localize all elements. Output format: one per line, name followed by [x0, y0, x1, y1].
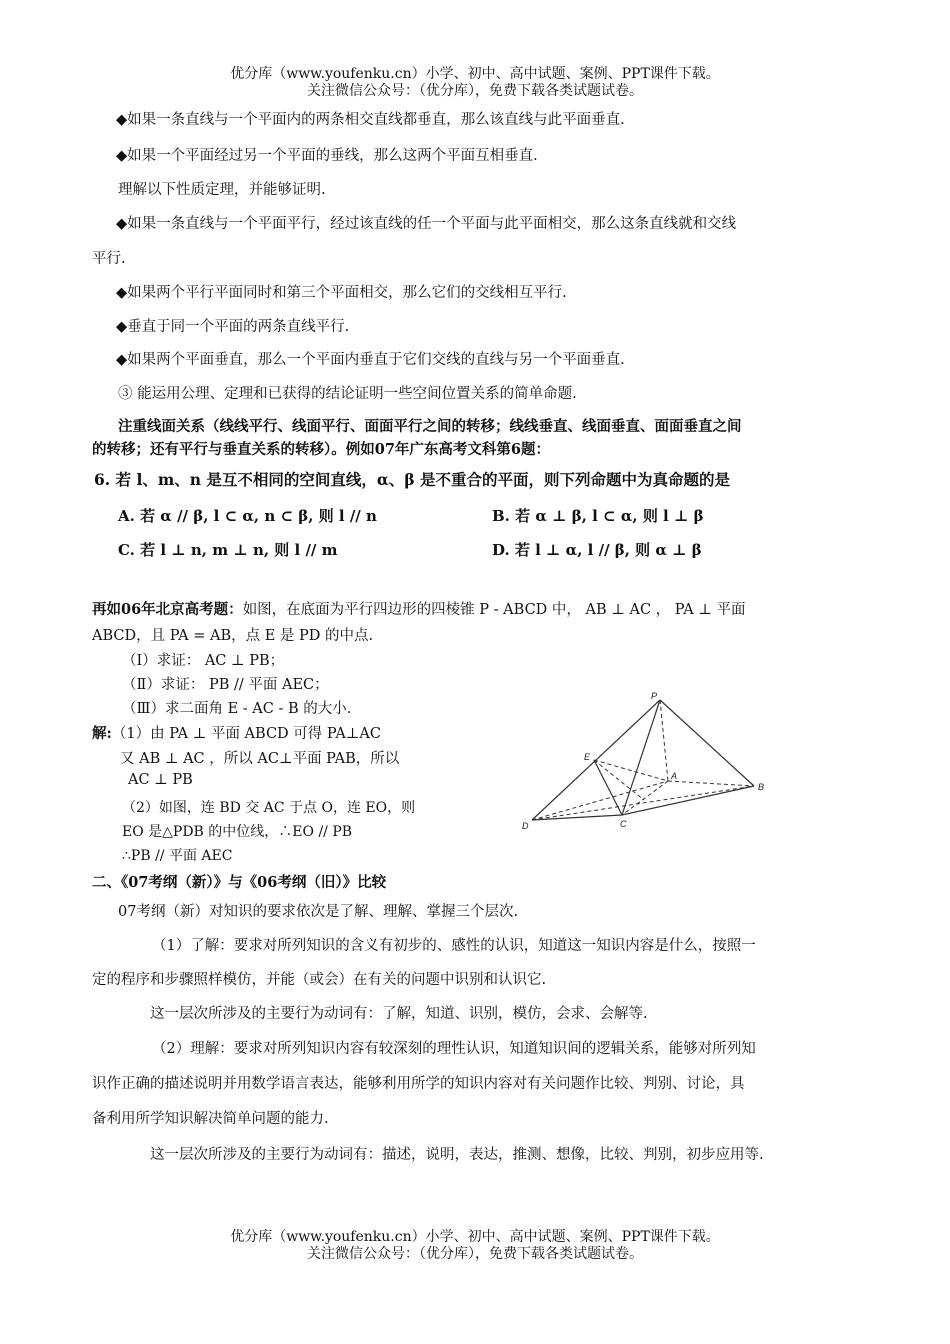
emphasis-line-1: 注重线面关系（线线平行、线面平行、面面平行之间的转移；线线垂直、线面垂直、面面垂直之间 [118, 418, 742, 435]
beijing-question-3: （Ⅲ）求二面角 E - AC - B 的大小. [122, 701, 352, 717]
section-2-p2a: （1）了解：要求对所列知识的含义有初步的、感性的认识，知道这一知识内容是什么，按照一 [152, 938, 756, 954]
property-line-3: ◆垂直于同一个平面的两条直线平行. [116, 319, 350, 335]
edge-pa [660, 700, 668, 781]
label-a: A [671, 771, 678, 781]
edge-eo [594, 760, 644, 800]
edge-ab [668, 781, 754, 786]
theorem-line-2: ◆如果一个平面经过另一个平面的垂线，那么这两个平面互相垂直. [116, 148, 538, 164]
footer-line-2: 关注微信公众号：（优分库），免费下载各类试题试卷。 [307, 1246, 643, 1262]
section-2-p4c: 备利用所学知识解决简单问题的能力. [92, 1111, 329, 1127]
beijing-question-2: （Ⅱ）求证： PB // 平面 AEC； [122, 677, 329, 693]
option-b: B. 若 α ⊥ β, l ⊂ α, 则 l ⊥ β [492, 507, 704, 525]
section-2-heading: 二、《07考纲（新）》与《06考纲（旧）》比较 [92, 874, 387, 891]
pyramid-figure [518, 690, 798, 840]
section-2-p3: 这一层次所涉及的主要行为动词有：了解，知道、识别，模仿，会求、会解等. [150, 1006, 648, 1022]
solution-step-2: 又 AB ⊥ AC ，所以 AC⊥平面 PAB，所以 [120, 751, 400, 767]
solution-step-1: （1）由 PA ⊥ 平面 ABCD 可得 PA⊥AC [111, 726, 381, 742]
footer-line-1: 优分库（www.youfenku.cn）小学、初中、高中试题、案例、PPT课件下载。 [230, 1229, 720, 1245]
property-intro: 理解以下性质定理，并能够证明. [118, 182, 326, 198]
property-line-4: ◆如果两个平面垂直，那么一个平面内垂直于它们交线的直线与另一个平面垂直. [116, 352, 625, 368]
section-2-p2b: 定的程序和步骤照样模仿，并能（或会）在有关的问题中识别和认识它. [92, 972, 547, 988]
edge-ea [594, 760, 668, 781]
header-line-2: 关注微信公众号：（优分库），免费下载各类试题试卷。 [307, 83, 643, 99]
emphasis-line-2: 的转移；还有平行与垂直关系的转移）。例如07年广东高考文科第6题： [92, 441, 551, 458]
section-2-p4b: 识作正确的描述说明并用数学语言表达，能够利用所学的知识内容对有关问题作比较、判别、讨论，具 [92, 1076, 745, 1092]
theorem-line-1: ◆如果一条直线与一个平面内的两条相交直线都垂直，那么该直线与此平面垂直. [116, 112, 625, 128]
label-b: B [758, 782, 765, 792]
beijing-text-2: ABCD，且 PA = AB，点 E 是 PD 的中点. [92, 628, 374, 644]
page-footer [0, 1229, 950, 1263]
edge-db [532, 786, 754, 820]
beijing-text-1: 如图，在底面为平行四边形的四棱锥 P - ABCD 中， AB ⊥ AC ， PA ⊥ 平面 [242, 602, 746, 618]
label-p: P [651, 691, 658, 701]
beijing-lead: 再如06年北京高考题： [92, 601, 243, 618]
solution-step-5: EO 是△PDB 的中位线，∴EO // PB [122, 824, 353, 840]
solution-label: 解: [92, 725, 112, 742]
property-line-1-cont: 平行. [92, 251, 126, 267]
option-c: C. 若 l ⊥ n, m ⊥ n, 则 l // m [118, 541, 338, 559]
header-line-1: 优分库（www.youfenku.cn）小学、初中、高中试题、案例、PPT课件下载。 [230, 66, 720, 82]
property-line-1: ◆如果一条直线与一个平面平行，经过该直线的任一个平面与此平面相交，那么这条直线就和交线 [116, 216, 737, 232]
section-2-p4a: （2）理解：要求对所列知识内容有较深刻的理性认识，知道知识间的逻辑关系，能够对所列知 [152, 1041, 756, 1057]
option-d: D. 若 l ⊥ α, l // β, 则 α ⊥ β [492, 541, 702, 559]
solution-step-6: ∴PB // 平面 AEC [122, 848, 233, 864]
solution-step-3: AC ⊥ PB [128, 772, 193, 788]
property-line-2: ◆如果两个平行平面同时和第三个平面相交，那么它们的交线相互平行. [116, 285, 567, 301]
option-a: A. 若 α // β, l ⊂ α, n ⊂ β, 则 l // n [118, 507, 377, 525]
label-d: D [522, 821, 529, 831]
question-6-stem: 6. 若 l、m、n 是互不相同的空间直线，α、β 是不重合的平面，则下列命题中为真命题的是 [94, 470, 731, 489]
label-e: E [584, 752, 591, 762]
edge-cb [622, 786, 754, 815]
solution-line-1 [92, 722, 512, 743]
section-2-p5: 这一层次所涉及的主要行为动词有：描述，说明，表达，推测、想像，比较、判别，初步应用等. [150, 1147, 764, 1163]
section-2-p1: 07考纲（新）对知识的要求依次是了解、理解、掌握三个层次. [118, 904, 519, 920]
beijing-question-1: （Ⅰ）求证： AC ⊥ PB； [122, 653, 285, 669]
beijing-problem-line-1 [92, 598, 862, 619]
page-header [0, 66, 950, 100]
label-c: C [620, 819, 627, 829]
ability-line: ③ 能运用公理、定理和已获得的结论证明一些空间位置关系的简单命题. [118, 386, 577, 402]
solution-step-4: （2）如图，连 BD 交 AC 于点 O，连 EO，则 [122, 800, 416, 816]
